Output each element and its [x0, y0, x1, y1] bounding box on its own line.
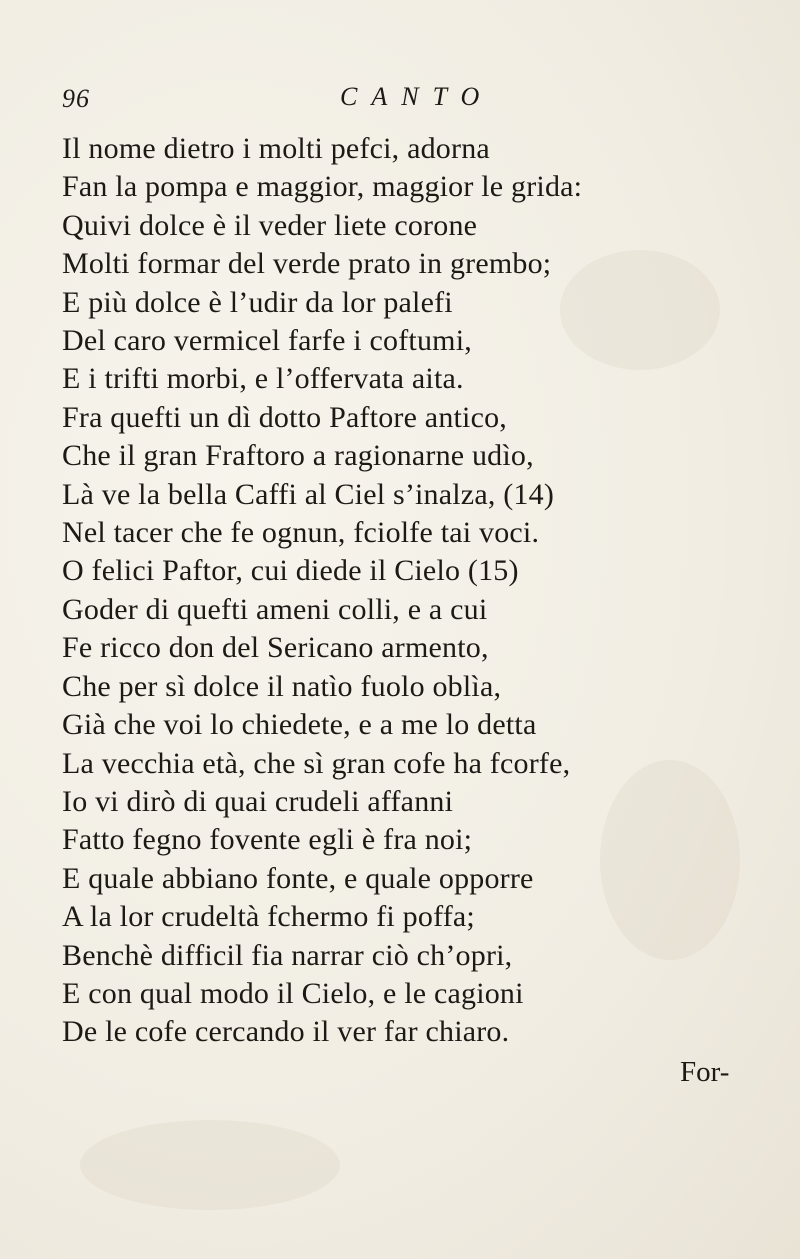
verse-line: Che per sì dolce il natìo fuolo oblìa,: [62, 669, 502, 703]
verse-line: E con qual modo il Cielo, e le cagioni: [62, 976, 524, 1010]
verse-line: Fatto fegno fovente egli è fra noi;: [62, 823, 473, 857]
verse-line: E più dolce è l’udir da lor palefi: [62, 285, 453, 319]
verse-block: [62, 130, 782, 1052]
verse-line: Goder di quefti ameni colli, e a cui: [62, 592, 488, 626]
verse-line: De le cofe cercando il ver far chiaro.: [62, 1015, 510, 1049]
verse-line: Fe ricco don del Sericano armento,: [62, 631, 489, 665]
verse-line: La vecchia età, che sì gran cofe ha fcorfe,: [62, 746, 571, 780]
verse-line: O felici Paftor, cui diede il Cielo (15): [62, 554, 519, 588]
verse-line: Benchè difficil fia narrar ciò ch’opri,: [62, 938, 513, 972]
paper-stain: [80, 1120, 340, 1210]
catchword: For-: [680, 1056, 730, 1088]
verse-line: Del caro vermicel farfe i coftumi,: [62, 324, 472, 358]
verse-line: Nel tacer che fe ognun, fciolfe tai voci.: [62, 516, 540, 550]
running-head: CANTO: [340, 82, 494, 111]
verse-line: Quivi dolce è il veder liete corone: [62, 208, 478, 242]
verse-line: Fra quefti un dì dotto Paftore antico,: [62, 400, 508, 434]
verse-line: A la lor crudeltà fchermo fi poffa;: [62, 900, 475, 934]
verse-line: Il nome dietro i molti pefci, adorna: [62, 132, 490, 165]
verse-line: Io vi dirò di quai crudeli affanni: [62, 784, 454, 818]
verse-line: E i trifti morbi, e l’offervata aita.: [62, 362, 464, 396]
verse-line: Fan la pompa e maggior, maggior le grida:: [62, 170, 583, 204]
page-number: 96: [62, 84, 90, 113]
verse-line: E quale abbiano fonte, e quale opporre: [62, 861, 534, 895]
verse-line: Che il gran Fraftoro a ragionarne udìo,: [62, 439, 534, 473]
verse-line: Là ve la bella Caffi al Ciel s’inalza, (14): [62, 477, 555, 511]
verse-line: Già che voi lo chiedete, e a me lo detta: [62, 708, 537, 742]
verse-line: Molti formar del verde prato in grembo;: [62, 247, 552, 281]
